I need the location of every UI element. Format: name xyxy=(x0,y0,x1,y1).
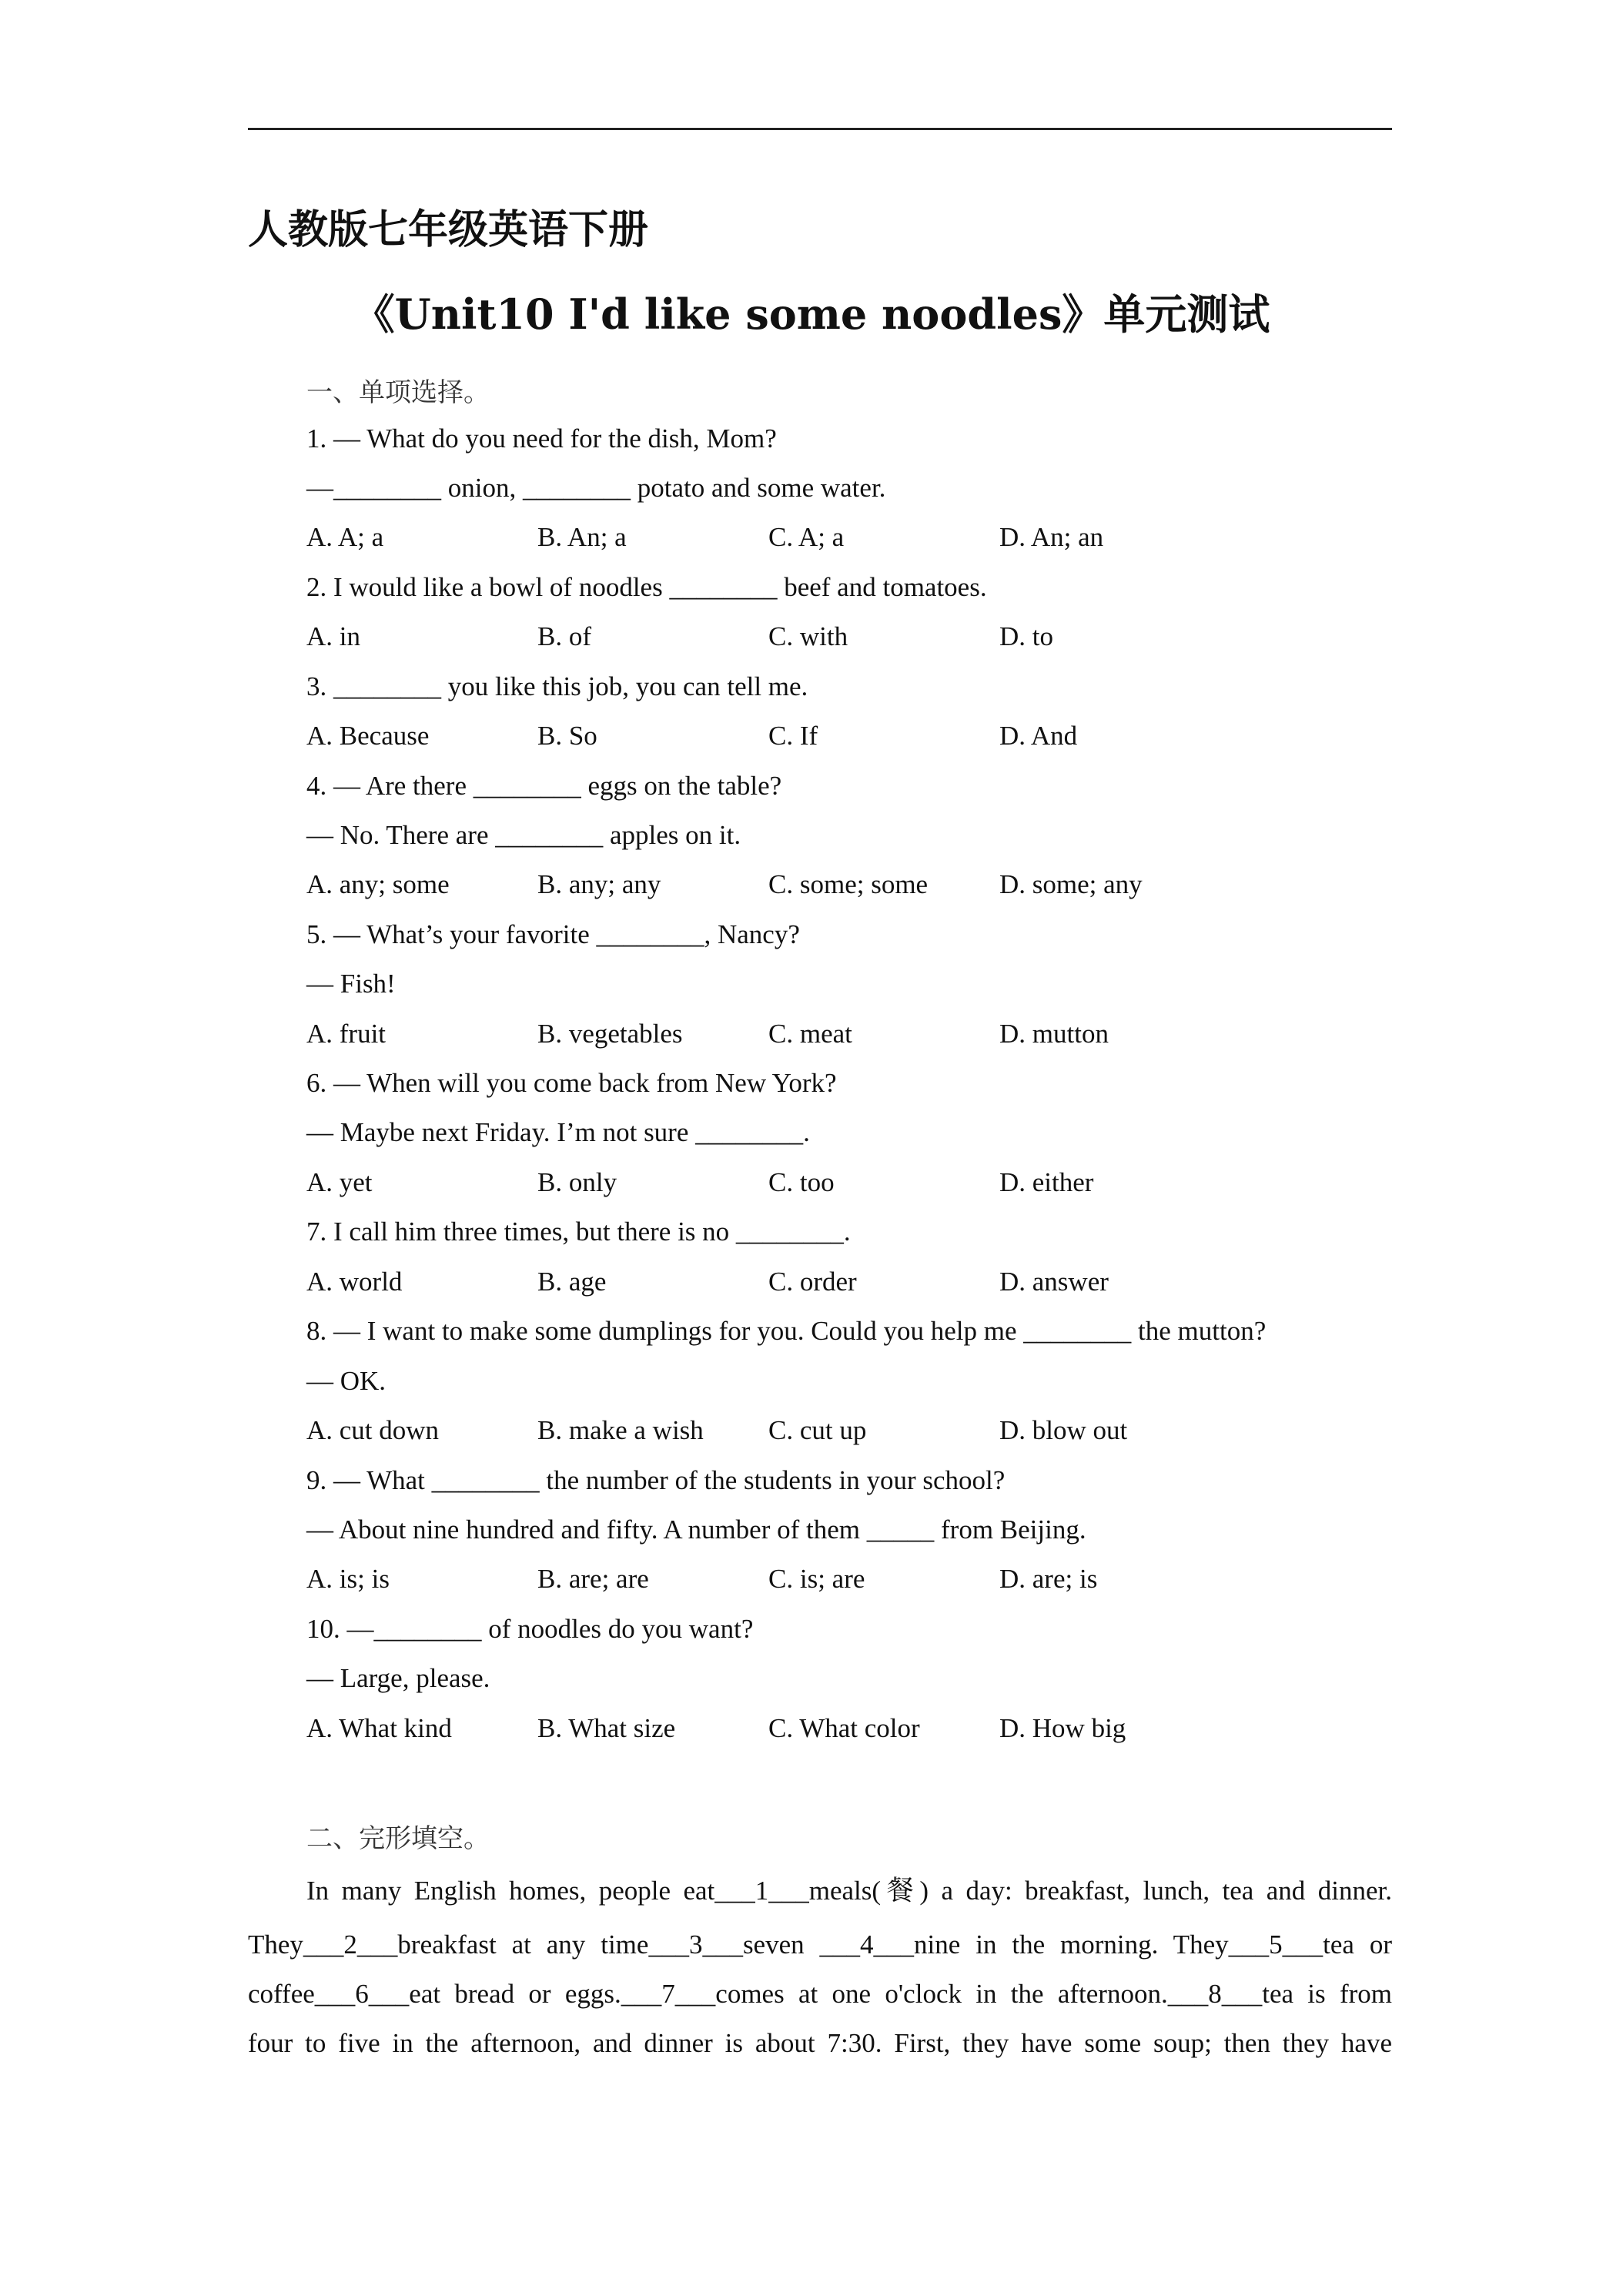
cloze-line-2 xyxy=(248,1920,1392,1970)
header-rule xyxy=(248,128,1392,130)
option-c[interactable]: C. If xyxy=(768,721,818,751)
cloze-text: tea is from xyxy=(1262,1979,1392,2009)
option-b[interactable]: B. any; any xyxy=(537,869,661,899)
option-d[interactable]: D. are; is xyxy=(999,1564,1098,1594)
option-c[interactable]: C. some; some xyxy=(768,869,929,899)
page-title: 《Unit10 I'd like some noodles》单元测试 xyxy=(353,290,1270,339)
option-d[interactable]: D. either xyxy=(999,1167,1094,1197)
option-b[interactable]: B. vegetables xyxy=(537,1019,683,1049)
option-d[interactable]: D. blow out xyxy=(999,1415,1128,1445)
cloze-text: four to five in the afternoon, and dinner is about 7:30. First, they have some soup; then they have xyxy=(248,2028,1392,2058)
option-d[interactable]: D. An; an xyxy=(999,522,1104,552)
option-d[interactable]: D. to xyxy=(999,621,1053,651)
option-c[interactable]: C. A; a xyxy=(768,522,845,552)
option-a[interactable]: A. fruit xyxy=(306,1019,387,1049)
option-b[interactable]: B. So xyxy=(537,721,597,751)
question-3-line-1: 3. ________ you like this job, you can tell me. xyxy=(306,671,808,701)
cloze-blank-1[interactable]: ___1___ xyxy=(714,1876,809,1906)
option-c[interactable]: C. order xyxy=(768,1267,857,1297)
option-a[interactable]: A. Because xyxy=(306,721,430,751)
option-b[interactable]: B. only xyxy=(537,1167,617,1197)
option-d[interactable]: D. some; any xyxy=(999,869,1143,899)
section1-heading: 一、单项选择。 xyxy=(306,377,490,408)
option-b[interactable]: B. are; are xyxy=(537,1564,649,1594)
option-a[interactable]: A. yet xyxy=(306,1167,373,1197)
cloze-text: comes at one o'clock in the afternoon. xyxy=(715,1979,1168,2009)
question-6-line-2: — Maybe next Friday. I’m not sure ________. xyxy=(306,1117,810,1147)
cloze-line-3 xyxy=(248,1970,1392,2019)
cloze-text: breakfast at any time xyxy=(397,1930,649,1960)
cloze-blank-2[interactable]: ___2___ xyxy=(303,1930,398,1960)
cloze-blank-5[interactable]: ___5___ xyxy=(1228,1930,1323,1960)
option-c[interactable]: C. is; are xyxy=(768,1564,865,1594)
question-4-line-1: 4. — Are there ________ eggs on the table? xyxy=(306,771,782,801)
option-c[interactable]: C. cut up xyxy=(768,1415,867,1445)
option-c[interactable]: C. What color xyxy=(768,1713,920,1743)
cloze-text: coffee xyxy=(248,1979,315,2009)
question-8-line-2: — OK. xyxy=(306,1366,387,1396)
option-b[interactable]: B. of xyxy=(537,621,591,651)
option-b[interactable]: B. age xyxy=(537,1267,607,1297)
cloze-line-1 xyxy=(306,1866,1392,1916)
option-a[interactable]: A. cut down xyxy=(306,1415,440,1445)
option-d[interactable]: D. And xyxy=(999,721,1078,751)
cloze-blank-3[interactable]: ___3___ xyxy=(648,1930,743,1960)
cloze-text: eat bread or eggs. xyxy=(409,1979,621,2009)
question-6-line-1: 6. — When will you come back from New York? xyxy=(306,1068,837,1098)
cloze-text: meals(餐) a day: breakfast, lunch, tea and dinner. xyxy=(808,1876,1392,1906)
question-9-line-2: — About nine hundred and fifty. A number of them _____ from Beijing. xyxy=(306,1514,1086,1545)
publisher-heading: 人教版七年级英语下册 xyxy=(248,206,649,253)
option-a[interactable]: A. A; a xyxy=(306,522,384,552)
cloze-blank-4[interactable]: ___4___ xyxy=(819,1930,915,1960)
question-8-line-1: 8. — I want to make some dumplings for you. Could you help me ________ the mutton? xyxy=(306,1316,1267,1346)
cloze-blank-7[interactable]: ___7___ xyxy=(621,1979,716,2009)
question-1-line-1: 1. — What do you need for the dish, Mom? xyxy=(306,423,777,454)
section2-heading: 二、完形填空。 xyxy=(306,1823,490,1854)
option-a[interactable]: A. What kind xyxy=(306,1713,452,1743)
cloze-text: seven xyxy=(742,1930,820,1960)
option-a[interactable]: A. in xyxy=(306,621,360,651)
cloze-text: nine in the morning. They xyxy=(914,1930,1229,1960)
option-b[interactable]: B. An; a xyxy=(537,522,627,552)
option-d[interactable]: D. answer xyxy=(999,1267,1109,1297)
question-9-line-1: 9. — What ________ the number of the students in your school? xyxy=(306,1465,1006,1495)
option-c[interactable]: C. too xyxy=(768,1167,835,1197)
cloze-text: In many English homes, people eat xyxy=(306,1876,715,1906)
question-7-line-1: 7. I call him three times, but there is no ________. xyxy=(306,1217,851,1247)
option-d[interactable]: D. mutton xyxy=(999,1019,1109,1049)
question-2-line-1: 2. I would like a bowl of noodles ________ beef and tomatoes. xyxy=(306,572,987,602)
option-a[interactable]: A. any; some xyxy=(306,869,450,899)
option-a[interactable]: A. world xyxy=(306,1267,403,1297)
question-1-line-2: —________ onion, ________ potato and some water. xyxy=(306,473,886,503)
question-4-line-2: — No. There are ________ apples on it. xyxy=(306,820,741,850)
cloze-blank-6[interactable]: ___6___ xyxy=(314,1979,410,2009)
option-a[interactable]: A. is; is xyxy=(306,1564,390,1594)
cloze-blank-8[interactable]: ___8___ xyxy=(1167,1979,1263,2009)
option-c[interactable]: C. meat xyxy=(768,1019,852,1049)
option-b[interactable]: B. What size xyxy=(537,1713,676,1743)
question-10-line-1: 10. —________ of noodles do you want? xyxy=(306,1614,754,1644)
question-5-line-1: 5. — What’s your favorite ________, Nancy? xyxy=(306,919,800,949)
option-d[interactable]: D. How big xyxy=(999,1713,1126,1743)
cloze-line-4 xyxy=(248,2019,1392,2068)
cloze-text: tea or xyxy=(1323,1930,1392,1960)
option-c[interactable]: C. with xyxy=(768,621,848,651)
question-10-line-2: — Large, please. xyxy=(306,1663,490,1693)
option-b[interactable]: B. make a wish xyxy=(537,1415,704,1445)
cloze-text: They xyxy=(248,1930,303,1960)
question-5-line-2: — Fish! xyxy=(306,969,396,999)
